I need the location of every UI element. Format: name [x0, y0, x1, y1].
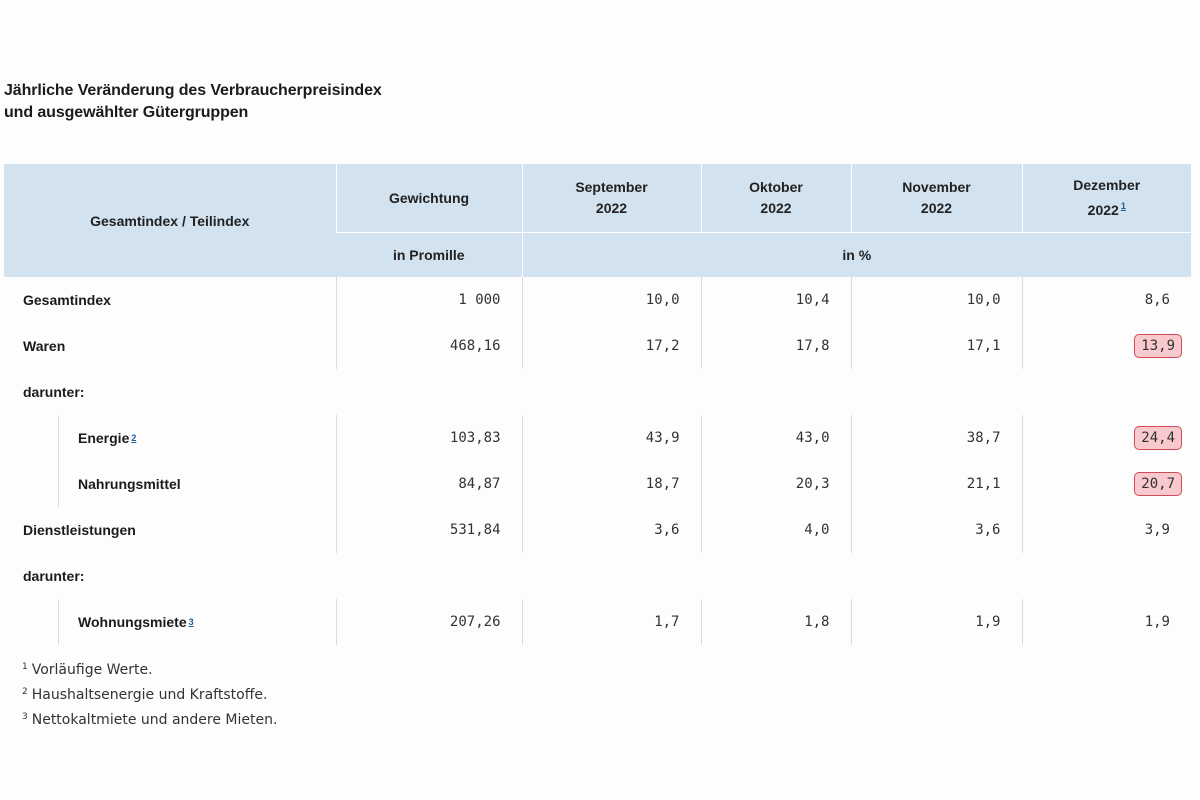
weight-cell: 1 000: [336, 277, 522, 323]
table-row: [4, 415, 1191, 461]
header-row-label: Gesamtindex / Teilindex: [4, 164, 336, 277]
value-cell: 8,6: [1022, 277, 1191, 323]
footnote-link-1[interactable]: 1: [1120, 201, 1126, 211]
value-cell: 43,9: [522, 415, 701, 461]
footnote-text: Vorläufige Werte.: [31, 662, 153, 678]
month-year: 2022: [760, 200, 792, 216]
header-weight-unit: in Promille: [336, 233, 522, 278]
footnote-text: Nettokaltmiete und andere Mieten.: [31, 712, 278, 728]
value-cell: 3,6: [522, 507, 701, 553]
footnote-number: 1: [22, 662, 28, 672]
row-label-cell: [4, 461, 336, 507]
value-cell: [1022, 461, 1191, 507]
weight-cell: 84,87: [336, 461, 522, 507]
footnote-1: [22, 656, 277, 681]
value-cell: 3,9: [1022, 507, 1191, 553]
section-row: [4, 369, 1191, 415]
month-name: Dezember: [1073, 177, 1141, 193]
value-cell: 1,9: [1022, 599, 1191, 645]
value-cell: 21,1: [851, 461, 1022, 507]
value-cell: [1022, 323, 1191, 369]
highlighted-value: 13,9: [1134, 334, 1182, 358]
table-row: [4, 461, 1191, 507]
cpi-table: [4, 164, 1191, 645]
row-label: Gesamtindex: [23, 292, 111, 308]
row-label: Energie: [78, 430, 130, 446]
month-name: Oktober: [749, 179, 803, 195]
table-body: [4, 277, 1191, 645]
value-cell: 38,7: [851, 415, 1022, 461]
table-row: [4, 507, 1191, 553]
month-year: 2022: [1087, 202, 1119, 218]
value-cell: 10,0: [851, 277, 1022, 323]
row-label-cell: [4, 323, 336, 369]
table-row: [4, 599, 1191, 645]
footnote-number: 2: [22, 687, 28, 697]
section-label: darunter:: [23, 568, 85, 584]
value-cell: 17,8: [701, 323, 851, 369]
value-cell: 10,4: [701, 277, 851, 323]
title-line-2: und ausgewählter Gütergruppen: [4, 104, 249, 121]
cpi-table-container: [4, 164, 1191, 645]
footnote-2: [22, 681, 277, 706]
value-cell: 4,0: [701, 507, 851, 553]
row-label-cell: [4, 507, 336, 553]
month-name: November: [902, 179, 971, 195]
value-cell: 18,7: [522, 461, 701, 507]
footnote-link-3[interactable]: 3: [188, 617, 194, 627]
row-label-cell: [4, 277, 336, 323]
value-cell: 1,9: [851, 599, 1022, 645]
value-cell: [1022, 415, 1191, 461]
header-month-oktober: [701, 164, 851, 233]
weight-cell: 468,16: [336, 323, 522, 369]
section-label: darunter:: [23, 384, 85, 400]
title-line-1: Jährliche Veränderung des Verbraucherpreisindex: [4, 82, 382, 99]
header-change-unit: in %: [522, 233, 1191, 278]
footnote-text: Haushaltsenergie und Kraftstoffe.: [31, 687, 268, 703]
footnote-link-2[interactable]: 2: [131, 433, 137, 443]
row-label: Waren: [23, 338, 66, 354]
row-label: Dienstleistungen: [23, 522, 136, 538]
row-label-cell: [4, 599, 336, 645]
value-cell: 1,7: [522, 599, 701, 645]
value-cell: 10,0: [522, 277, 701, 323]
weight-cell: 103,83: [336, 415, 522, 461]
month-name: September: [575, 179, 648, 195]
section-row: [4, 553, 1191, 599]
value-cell: 20,3: [701, 461, 851, 507]
value-cell: 43,0: [701, 415, 851, 461]
header-month-september: [522, 164, 701, 233]
row-label: Wohnungsmiete: [78, 614, 187, 630]
footnote-number: 3: [22, 712, 28, 722]
table-row: [4, 277, 1191, 323]
highlighted-value: 20,7: [1134, 472, 1182, 496]
row-label-cell: [4, 415, 336, 461]
header-month-november: [851, 164, 1022, 233]
weight-cell: 531,84: [336, 507, 522, 553]
footnote-3: [22, 706, 277, 731]
value-cell: 3,6: [851, 507, 1022, 553]
header-weight: Gewichtung: [336, 164, 522, 233]
weight-cell: 207,26: [336, 599, 522, 645]
table-row: [4, 323, 1191, 369]
value-cell: 1,8: [701, 599, 851, 645]
page-title: [4, 80, 382, 124]
highlighted-value: 24,4: [1134, 426, 1182, 450]
value-cell: 17,2: [522, 323, 701, 369]
footnotes: [22, 656, 277, 731]
month-year: 2022: [595, 200, 628, 216]
header-month-dezember: [1022, 164, 1191, 233]
value-cell: 17,1: [851, 323, 1022, 369]
row-label: Nahrungsmittel: [78, 476, 181, 492]
month-year: 2022: [920, 200, 953, 216]
table-header: [4, 164, 1191, 277]
